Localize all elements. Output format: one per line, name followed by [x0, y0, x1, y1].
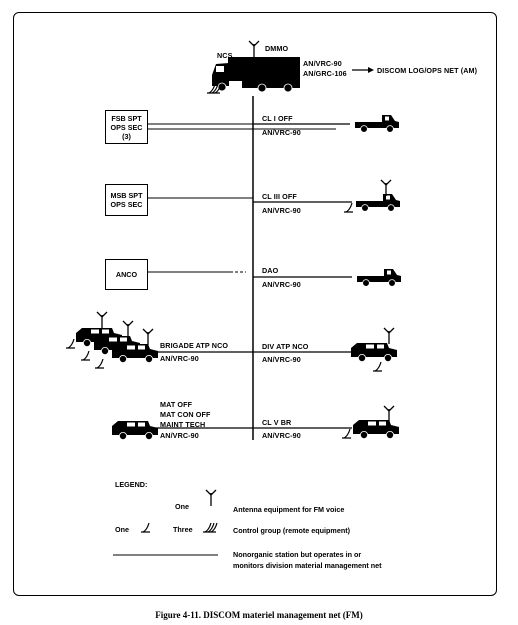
clv-jeep-icon	[353, 406, 399, 439]
fsb-line-2: OPS SEC	[110, 122, 143, 132]
anco-label: ANCO	[115, 270, 138, 279]
legend-nonorganic-2: monitors division material management net	[233, 561, 382, 570]
msb-line-1: MSB SPT	[110, 191, 143, 200]
legend-control-one-icon	[141, 523, 150, 532]
div-atp-control-icon	[373, 362, 382, 371]
legend-one-control: One	[115, 525, 129, 534]
legend-antenna-icon	[206, 490, 216, 506]
hq-radio-2: AN/GRC-106	[303, 69, 347, 78]
mat-off-label: MAT OFF	[160, 400, 193, 409]
fsb-line-1: FSB SPT	[111, 113, 142, 123]
brigade-jeeps-icon	[76, 312, 158, 363]
div-atp-jeep-icon	[351, 328, 397, 362]
cl3-truck-icon	[356, 180, 400, 211]
dao-title: DAO	[262, 266, 279, 275]
am-net-label: DISCOM LOG/OPS NET (AM)	[377, 66, 478, 75]
clv-radio: AN/VRC-90	[262, 431, 301, 440]
cl1-title: CL I OFF	[262, 114, 293, 123]
figure-caption: Figure 4-11. DISCOM materiel management net (FM)	[155, 610, 363, 620]
legend-nonorganic-1: Nonorganic station but operates in or	[233, 550, 362, 559]
dmmo-label: DMMO	[265, 44, 289, 53]
brigade-control-icon-2	[81, 351, 90, 360]
mat-jeep-icon	[112, 421, 158, 440]
legend-title: LEGEND:	[115, 480, 148, 489]
brigade-control-icon-3	[95, 359, 104, 368]
msb-line-2: OPS SEC	[110, 200, 143, 209]
legend-three-control: Three	[173, 525, 193, 534]
cl3-title: CL III OFF	[262, 192, 297, 201]
legend-control-text: Control group (remote equipment)	[233, 526, 350, 535]
anco-box	[105, 259, 148, 290]
ncs-label: NCS	[217, 51, 233, 60]
clv-title: CL V BR	[262, 418, 292, 427]
cl3-radio: AN/VRC-90	[262, 206, 301, 215]
brigade-radio: AN/VRC-90	[160, 354, 199, 363]
maint-tech-label: MAINT TECH	[160, 420, 206, 429]
cl3-control-icon	[344, 203, 353, 212]
legend-one-antenna: One	[175, 502, 189, 511]
mat-con-off-label: MAT CON OFF	[160, 410, 211, 419]
cl1-radio: AN/VRC-90	[262, 128, 301, 137]
brigade-control-icon-1	[66, 339, 75, 348]
fsb-spt-ops-box	[105, 110, 148, 144]
legend-antenna-text: Antenna equipment for FM voice	[233, 505, 345, 514]
legend-control-three-icon	[203, 523, 217, 532]
div-atp-title: DIV ATP NCO	[262, 342, 309, 351]
fsb-link-lines	[148, 124, 336, 129]
hq-radio-1: AN/VRC-90	[303, 59, 342, 68]
cl1-truck-icon	[355, 115, 399, 132]
mat-radio: AN/VRC-90	[160, 431, 199, 440]
div-atp-radio: AN/VRC-90	[262, 355, 301, 364]
msb-spt-ops-box	[105, 184, 148, 216]
fsb-line-3: (3)	[122, 131, 131, 141]
dao-truck-icon	[357, 269, 401, 286]
clv-control-icon	[342, 429, 351, 438]
brigade-title: BRIGADE ATP NCO	[160, 341, 229, 350]
dao-radio: AN/VRC-90	[262, 280, 301, 289]
